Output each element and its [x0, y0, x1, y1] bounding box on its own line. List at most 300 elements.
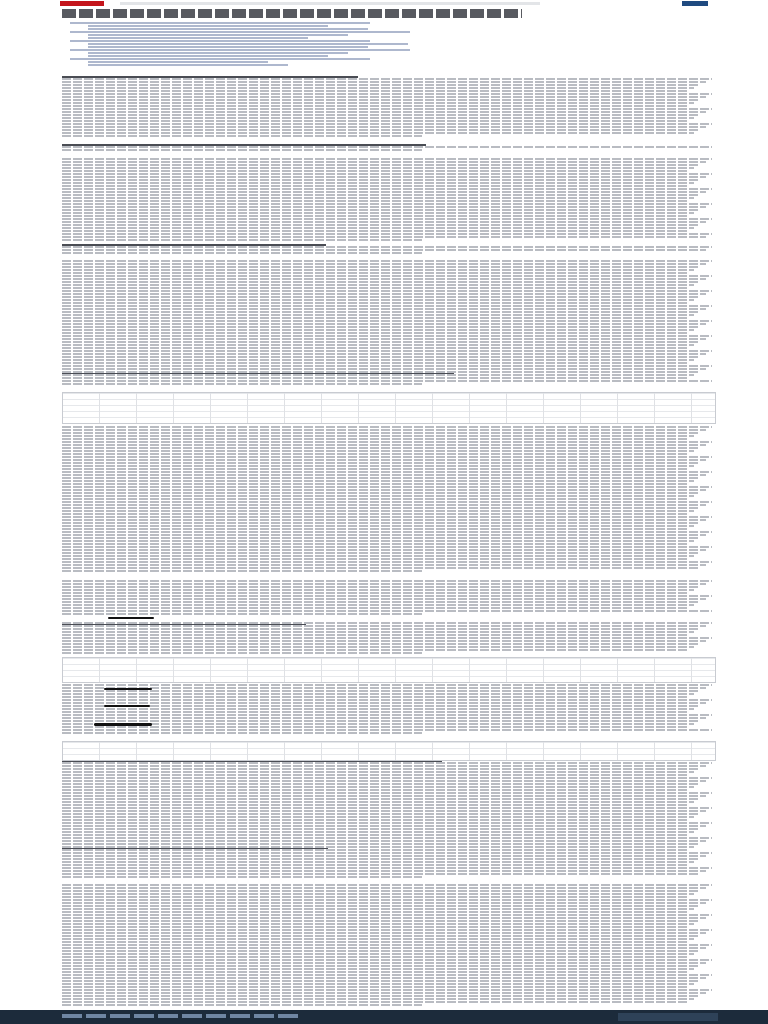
text-line	[62, 855, 706, 857]
text-line	[62, 947, 706, 949]
text-line	[62, 777, 712, 779]
text-line	[62, 861, 694, 863]
text-line	[62, 876, 422, 878]
text-line	[62, 444, 706, 446]
text-line	[62, 483, 688, 485]
text-line	[62, 552, 700, 554]
text-line	[62, 899, 712, 901]
text-line	[62, 828, 700, 830]
body-paragraph	[62, 884, 712, 1007]
text-line	[62, 795, 706, 797]
text-line	[62, 96, 706, 98]
text-line	[62, 956, 688, 958]
text-line	[62, 902, 706, 904]
text-line	[62, 236, 706, 238]
text-line	[62, 801, 694, 803]
text-line	[62, 589, 694, 591]
text-line	[62, 246, 712, 248]
text-line	[62, 935, 700, 937]
text-line	[62, 374, 694, 376]
text-line	[62, 555, 694, 557]
text-line	[62, 583, 706, 585]
text-line	[62, 702, 706, 704]
text-line	[62, 519, 706, 521]
text-line	[62, 867, 712, 869]
text-line	[62, 161, 706, 163]
figure-mark	[104, 705, 150, 707]
text-line	[62, 831, 694, 833]
toc-link[interactable]	[88, 34, 348, 36]
text-line	[62, 252, 422, 254]
text-line	[62, 287, 688, 289]
text-line	[62, 78, 712, 80]
text-line	[62, 537, 700, 539]
text-line	[62, 308, 706, 310]
text-line	[62, 456, 712, 458]
text-line	[62, 377, 688, 379]
text-line	[62, 938, 694, 940]
text-line	[62, 341, 700, 343]
text-line	[62, 905, 700, 907]
text-line	[62, 607, 688, 609]
text-line	[62, 843, 700, 845]
footer-badge[interactable]	[618, 1013, 718, 1021]
figure-mark	[104, 688, 152, 690]
text-line	[62, 890, 700, 892]
text-line	[62, 329, 694, 331]
text-line	[62, 965, 700, 967]
text-line	[62, 117, 694, 119]
text-line	[62, 732, 422, 734]
text-line	[62, 522, 700, 524]
text-line	[62, 459, 706, 461]
text-line	[62, 564, 706, 566]
text-line	[62, 852, 712, 854]
text-line	[62, 699, 712, 701]
text-line	[62, 447, 700, 449]
text-line	[62, 513, 688, 515]
text-line	[62, 135, 422, 137]
text-line	[62, 347, 688, 349]
text-line	[62, 864, 688, 866]
header-action-button[interactable]	[682, 1, 708, 6]
header-nav[interactable]	[120, 2, 540, 5]
text-line	[62, 108, 712, 110]
text-line	[62, 792, 712, 794]
text-line	[62, 971, 688, 973]
site-logo[interactable]	[60, 1, 104, 6]
body-paragraph	[62, 146, 712, 152]
text-line	[62, 726, 688, 728]
text-line	[62, 441, 712, 443]
text-line	[62, 492, 700, 494]
text-line	[62, 185, 688, 187]
text-line	[62, 371, 700, 373]
text-line	[62, 998, 694, 1000]
text-line	[62, 708, 694, 710]
text-line	[62, 438, 688, 440]
text-line	[62, 819, 688, 821]
text-line	[62, 1004, 422, 1006]
text-line	[62, 314, 694, 316]
text-line	[62, 540, 694, 542]
text-line	[62, 468, 688, 470]
text-line	[62, 570, 422, 572]
text-line	[62, 543, 688, 545]
text-line	[62, 432, 700, 434]
text-line	[62, 350, 712, 352]
text-line	[62, 281, 700, 283]
body-paragraph	[62, 426, 712, 573]
text-line	[62, 359, 694, 361]
text-line	[62, 622, 712, 624]
body-paragraph	[62, 622, 712, 655]
text-line	[62, 929, 712, 931]
text-line	[62, 561, 712, 563]
text-line	[62, 203, 712, 205]
text-line	[62, 249, 706, 251]
text-line	[62, 305, 712, 307]
text-line	[62, 278, 706, 280]
data-table-2	[62, 657, 716, 683]
text-line	[62, 546, 712, 548]
toc-link[interactable]	[70, 40, 370, 42]
text-line	[62, 631, 694, 633]
text-line	[62, 534, 706, 536]
text-line	[62, 221, 706, 223]
text-line	[62, 953, 694, 955]
site-footer	[0, 1010, 768, 1024]
text-line	[62, 798, 700, 800]
text-line	[62, 813, 700, 815]
text-line	[62, 362, 688, 364]
text-line	[62, 365, 712, 367]
text-line	[62, 610, 712, 612]
text-line	[62, 453, 688, 455]
text-line	[62, 771, 694, 773]
text-line	[62, 489, 706, 491]
text-line	[62, 266, 700, 268]
text-line	[62, 114, 700, 116]
text-line	[62, 687, 706, 689]
text-line	[62, 837, 712, 839]
text-line	[62, 275, 712, 277]
text-line	[62, 146, 712, 148]
text-line	[62, 705, 700, 707]
body-paragraph	[62, 158, 712, 242]
text-line	[62, 368, 706, 370]
text-line	[62, 233, 712, 235]
text-line	[62, 896, 688, 898]
toc-link[interactable]	[88, 52, 348, 54]
text-line	[62, 93, 712, 95]
text-line	[62, 887, 706, 889]
toc-link[interactable]	[88, 64, 288, 66]
text-line	[62, 462, 700, 464]
text-line	[62, 941, 688, 943]
footer-links[interactable]	[62, 1014, 302, 1018]
text-line	[62, 272, 688, 274]
text-line	[62, 179, 700, 181]
text-line	[62, 601, 700, 603]
text-line	[62, 480, 694, 482]
text-line	[62, 720, 700, 722]
text-line	[62, 356, 700, 358]
text-line	[62, 625, 706, 627]
text-line	[62, 646, 694, 648]
text-line	[62, 501, 712, 503]
text-line	[62, 765, 706, 767]
text-line	[62, 126, 706, 128]
text-line	[62, 191, 706, 193]
text-line	[62, 450, 694, 452]
text-line	[62, 870, 706, 872]
text-line	[62, 807, 712, 809]
text-line	[62, 299, 694, 301]
text-line	[62, 435, 694, 437]
text-line	[62, 182, 694, 184]
text-line	[62, 380, 712, 382]
text-line	[62, 486, 712, 488]
toc-link[interactable]	[70, 22, 370, 24]
text-line	[62, 690, 700, 692]
text-line	[62, 968, 694, 970]
text-line	[62, 684, 712, 686]
figure-mark	[108, 617, 154, 619]
text-line	[62, 992, 706, 994]
text-line	[62, 507, 700, 509]
text-line	[62, 149, 422, 151]
body-paragraph	[62, 260, 712, 386]
text-line	[62, 495, 694, 497]
text-line	[62, 893, 694, 895]
text-line	[62, 296, 700, 298]
text-line	[62, 170, 688, 172]
toc-link[interactable]	[88, 55, 328, 57]
text-line	[62, 780, 706, 782]
toc-link[interactable]	[70, 49, 410, 51]
text-line	[62, 717, 706, 719]
text-line	[62, 810, 706, 812]
text-line	[62, 81, 706, 83]
text-line	[62, 549, 706, 551]
data-table-3	[62, 741, 716, 761]
text-line	[62, 711, 688, 713]
text-line	[62, 592, 688, 594]
text-line	[62, 293, 706, 295]
text-line	[62, 260, 712, 262]
text-line	[62, 383, 422, 385]
text-line	[62, 230, 688, 232]
text-line	[62, 693, 694, 695]
text-line	[62, 516, 712, 518]
text-line	[62, 920, 700, 922]
text-line	[62, 652, 422, 654]
text-line	[62, 774, 688, 776]
text-line	[62, 959, 712, 961]
text-line	[62, 696, 688, 698]
text-line	[62, 986, 688, 988]
text-line	[62, 167, 694, 169]
text-line	[62, 344, 694, 346]
text-line	[62, 528, 688, 530]
text-line	[62, 99, 700, 101]
toc-link[interactable]	[70, 58, 370, 60]
text-line	[62, 353, 706, 355]
text-line	[62, 1001, 688, 1003]
toc-link[interactable]	[70, 31, 410, 33]
text-line	[62, 290, 712, 292]
text-line	[62, 335, 712, 337]
text-line	[62, 598, 706, 600]
text-line	[62, 649, 688, 651]
text-line	[62, 471, 712, 473]
text-line	[62, 429, 706, 431]
text-line	[62, 323, 706, 325]
toc-link[interactable]	[88, 25, 328, 27]
text-line	[62, 269, 694, 271]
text-line	[62, 628, 700, 630]
text-line	[62, 977, 706, 979]
text-line	[62, 604, 694, 606]
text-line	[62, 510, 694, 512]
text-line	[62, 714, 712, 716]
text-line	[62, 105, 688, 107]
text-line	[62, 816, 694, 818]
body-paragraph	[62, 78, 712, 138]
text-line	[62, 580, 712, 582]
text-line	[62, 643, 700, 645]
article-title-block	[62, 9, 522, 18]
text-line	[62, 477, 700, 479]
text-line	[62, 90, 688, 92]
text-line	[62, 102, 694, 104]
text-line	[62, 263, 706, 265]
text-line	[62, 980, 700, 982]
text-line	[62, 729, 712, 731]
site-header	[0, 0, 768, 6]
text-line	[62, 132, 694, 134]
text-line	[62, 637, 712, 639]
text-line	[62, 804, 688, 806]
text-line	[62, 326, 700, 328]
text-line	[62, 586, 700, 588]
text-line	[62, 849, 688, 851]
text-line	[62, 558, 688, 560]
text-line	[62, 188, 712, 190]
text-line	[62, 974, 712, 976]
toc-link[interactable]	[88, 61, 268, 63]
text-line	[62, 209, 700, 211]
text-line	[62, 129, 700, 131]
toc-link[interactable]	[88, 46, 368, 48]
text-line	[62, 846, 694, 848]
text-line	[62, 158, 712, 160]
text-line	[62, 206, 706, 208]
text-line	[62, 911, 688, 913]
text-line	[62, 995, 700, 997]
text-line	[62, 84, 700, 86]
text-line	[62, 834, 688, 836]
figure-mark	[94, 723, 152, 726]
text-line	[62, 613, 422, 615]
toc-link[interactable]	[88, 37, 308, 39]
text-line	[62, 634, 688, 636]
text-line	[62, 338, 706, 340]
text-line	[62, 783, 700, 785]
text-line	[62, 212, 694, 214]
text-line	[62, 239, 422, 241]
text-line	[62, 926, 688, 928]
text-line	[62, 962, 706, 964]
text-line	[62, 825, 706, 827]
text-line	[62, 944, 712, 946]
text-line	[62, 227, 694, 229]
text-line	[62, 840, 706, 842]
text-line	[62, 567, 700, 569]
text-line	[62, 176, 706, 178]
text-line	[62, 173, 712, 175]
text-line	[62, 723, 694, 725]
text-line	[62, 332, 688, 334]
body-paragraph	[62, 246, 712, 255]
text-line	[62, 197, 694, 199]
text-line	[62, 989, 712, 991]
text-line	[62, 317, 688, 319]
text-line	[62, 302, 688, 304]
text-line	[62, 950, 700, 952]
toc-link[interactable]	[88, 28, 368, 30]
text-line	[62, 884, 712, 886]
text-line	[62, 87, 694, 89]
text-line	[62, 218, 712, 220]
text-line	[62, 320, 712, 322]
data-table-1	[62, 392, 716, 424]
text-line	[62, 311, 700, 313]
text-line	[62, 923, 694, 925]
text-line	[62, 474, 706, 476]
text-line	[62, 858, 700, 860]
text-line	[62, 595, 712, 597]
text-line	[62, 164, 700, 166]
body-paragraph	[62, 580, 712, 616]
text-line	[62, 120, 688, 122]
text-line	[62, 224, 700, 226]
text-line	[62, 200, 688, 202]
text-line	[62, 908, 694, 910]
text-line	[62, 762, 712, 764]
text-line	[62, 465, 694, 467]
text-line	[62, 786, 694, 788]
text-line	[62, 123, 712, 125]
body-paragraph	[62, 762, 712, 879]
text-line	[62, 917, 706, 919]
text-line	[62, 498, 688, 500]
text-line	[62, 111, 706, 113]
text-line	[62, 789, 688, 791]
text-line	[62, 983, 694, 985]
text-line	[62, 768, 700, 770]
text-line	[62, 215, 688, 217]
text-line	[62, 525, 694, 527]
body-paragraph	[62, 684, 712, 735]
toc-link[interactable]	[88, 43, 408, 45]
text-line	[62, 932, 706, 934]
text-line	[62, 914, 712, 916]
text-line	[62, 640, 706, 642]
text-line	[62, 504, 706, 506]
text-line	[62, 284, 694, 286]
